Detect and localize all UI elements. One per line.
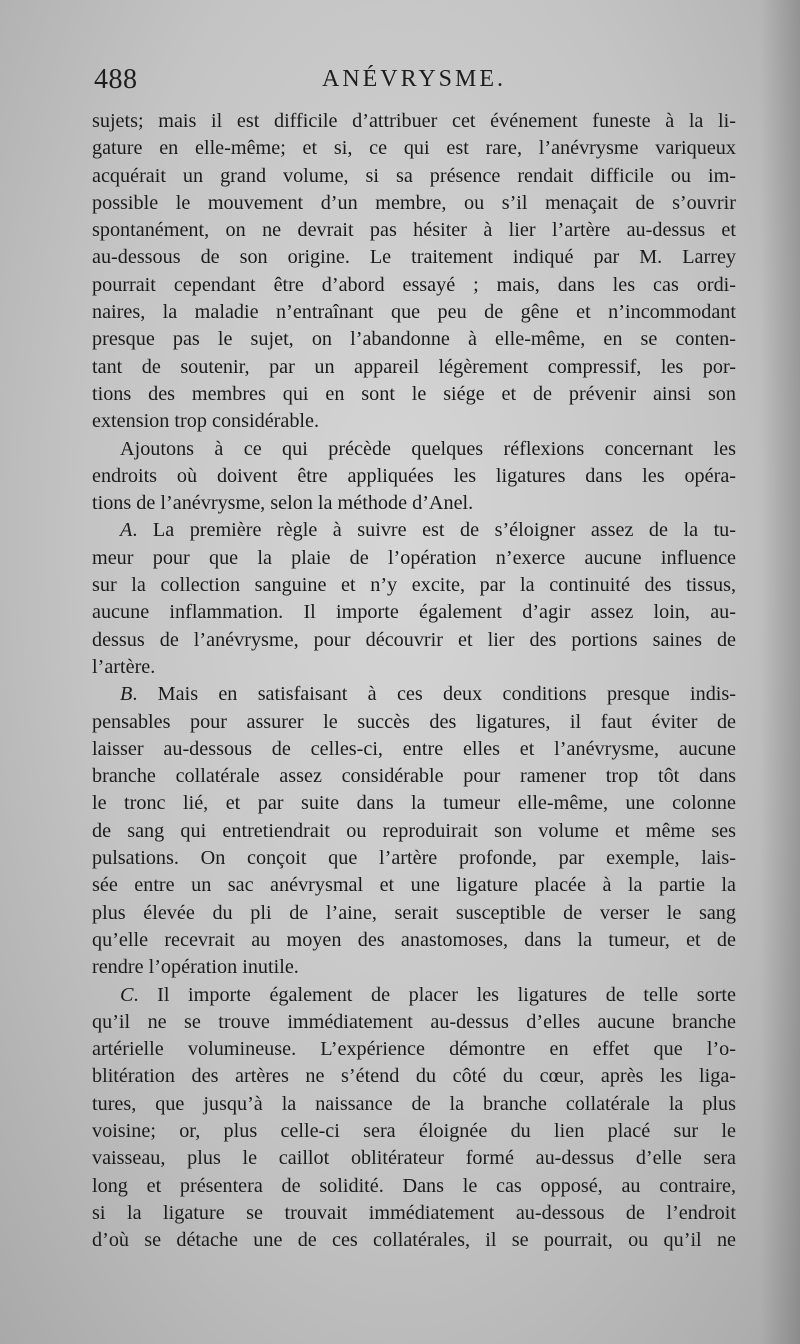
text-line — [92, 408, 736, 435]
line-text: tant de soutenir, par un appareil légèrement compressif, les por- — [92, 355, 736, 378]
text-line — [92, 190, 736, 217]
line-text: spontanément, on ne devrait pas hésiter à lier l’artère au-dessus et — [92, 219, 736, 242]
line-text: aucune inflammation. Il importe également d’agir assez loin, au- — [92, 601, 736, 624]
page-edge-shadow — [760, 0, 800, 1344]
text-line — [92, 900, 736, 927]
line-text: d’où se détache une de ces collatérales, il se pourrait, ou qu’il ne — [92, 1229, 736, 1252]
line-text: tions des membres qui en sont le siége et de prévenir ainsi son — [92, 382, 736, 405]
line-text: . Mais en satisfaisant à ces deux conditions presque indis- — [132, 683, 736, 706]
line-text: tures, que jusqu’à la naissance de la branche collatérale la plus — [92, 1092, 736, 1115]
text-line — [92, 135, 736, 162]
page-header — [94, 64, 734, 104]
line-text: long et présentera de solidité. Dans le cas opposé, au contraire, — [92, 1174, 736, 1197]
text-line — [92, 517, 736, 544]
text-line — [92, 1118, 736, 1145]
line-text: laisser au-dessous de celles-ci, entre elles et l’anévrysme, aucune — [92, 737, 736, 760]
line-text: rendre l’opération inutile. — [92, 956, 299, 979]
text-line — [92, 872, 736, 899]
line-text: naires, la maladie n’entraînant que peu de gêne et n’incommodant — [92, 301, 736, 324]
line-text: pensables pour assurer le succès des ligatures, il faut éviter de — [92, 710, 736, 733]
text-line — [92, 1063, 736, 1090]
text-line — [92, 627, 736, 654]
line-text: extension trop considérable. — [92, 410, 320, 433]
line-text: tions de l’anévrysme, selon la méthode d’Anel. — [92, 492, 474, 515]
text-line — [92, 272, 736, 299]
text-line — [92, 1227, 736, 1254]
text-line — [92, 163, 736, 190]
line-text: . La première règle à suivre est de s’éloigner assez de la tu- — [132, 519, 736, 542]
text-line — [92, 545, 736, 572]
text-line — [92, 354, 736, 381]
line-text: sujets; mais il est difficile d’attribuer cet événement funeste à la li- — [92, 110, 736, 132]
line-text: blitération des artères ne s’étend du côté du cœur, après les liga- — [92, 1065, 736, 1088]
text-line — [92, 299, 736, 326]
line-text: au-dessous de son origine. Le traitement indiqué par M. Larrey — [92, 246, 736, 269]
text-line — [92, 490, 736, 517]
text-line — [92, 927, 736, 954]
text-line — [92, 982, 736, 1009]
line-text: de sang qui entretiendrait ou reproduirait son volume et même ses — [92, 819, 736, 842]
text-line — [92, 1091, 736, 1118]
section-letter: A — [120, 519, 133, 542]
text-line — [92, 381, 736, 408]
text-line — [92, 736, 736, 763]
section-letter: C — [120, 983, 134, 1006]
text-line — [92, 572, 736, 599]
page-number: 488 — [94, 64, 138, 95]
line-text: sée entre un sac anévrysmal et une ligature placée à la partie la — [92, 874, 736, 897]
line-text: endroits où doivent être appliquées les ligatures dans les opéra- — [92, 464, 736, 487]
line-text: qu’il ne se trouve immédiatement au-dessus d’elles aucune branche — [92, 1010, 736, 1033]
text-line — [92, 1009, 736, 1036]
line-text: artérielle volumineuse. L’expérience démontre en effet que l’o- — [92, 1038, 736, 1061]
line-text: plus élevée du pli de l’aine, serait susceptible de verser le sang — [92, 901, 736, 924]
text-line — [92, 436, 736, 463]
line-text: meur pour que la plaie de l’opération n’exerce aucune influence — [92, 546, 736, 569]
line-text: qu’elle recevrait au moyen des anastomoses, dans la tumeur, et de — [92, 928, 736, 951]
text-line — [92, 463, 736, 490]
text-line — [92, 217, 736, 244]
line-text: voisine; or, plus celle-ci sera éloignée du lien placé sur le — [92, 1119, 736, 1142]
line-text: pulsations. On conçoit que l’artère profonde, par exemple, lais- — [92, 847, 736, 870]
line-text: acquérait un grand volume, si sa présence rendait difficile ou im- — [92, 164, 736, 187]
text-line — [92, 108, 736, 135]
line-text: Ajoutons à ce qui précède quelques réflexions concernant les — [120, 437, 736, 460]
text-line — [92, 599, 736, 626]
line-text: si la ligature se trouvait immédiatement au-dessous de l’endroit — [92, 1201, 736, 1224]
text-line — [92, 709, 736, 736]
text-line — [92, 1200, 736, 1227]
line-text: pourrait cependant être d’abord essayé ; mais, dans les cas ordi- — [92, 273, 736, 296]
text-line — [92, 763, 736, 790]
line-text: le tronc lié, et par suite dans la tumeur elle-même, une colonne — [92, 792, 736, 815]
line-text: . Il importe également de placer les ligatures de telle sorte — [133, 983, 736, 1006]
text-line — [92, 1145, 736, 1172]
text-line — [92, 654, 736, 681]
line-text: dessus de l’anévrysme, pour découvrir et lier des portions saines de — [92, 628, 736, 651]
line-text: l’artère. — [92, 655, 156, 678]
line-text: vaisseau, plus le caillot oblitérateur formé au-dessus d’elle sera — [92, 1147, 736, 1170]
line-text: branche collatérale assez considérable pour ramener trop tôt dans — [92, 765, 736, 788]
text-line — [92, 1036, 736, 1063]
text-line — [92, 326, 736, 353]
section-letter: B — [120, 683, 133, 706]
text-line — [92, 790, 736, 817]
line-text: possible le mouvement d’un membre, ou s’il menaçait de s’ouvrir — [92, 191, 736, 214]
running-head: ANÉVRYSME. — [321, 66, 507, 92]
line-text: gature en elle-même; et si, ce qui est rare, l’anévrysme variqueux — [92, 137, 736, 160]
text-line — [92, 954, 736, 981]
text-line — [92, 244, 736, 271]
line-text: sur la collection sanguine et n’y excite, par la continuité des tissus, — [92, 574, 736, 597]
text-line — [92, 1173, 736, 1200]
line-text: presque pas le sujet, on l’abandonne à elle-même, en se conten- — [92, 328, 736, 351]
text-line — [92, 818, 736, 845]
text-line — [92, 681, 736, 708]
text-line — [92, 845, 736, 872]
body-text — [92, 108, 736, 1254]
